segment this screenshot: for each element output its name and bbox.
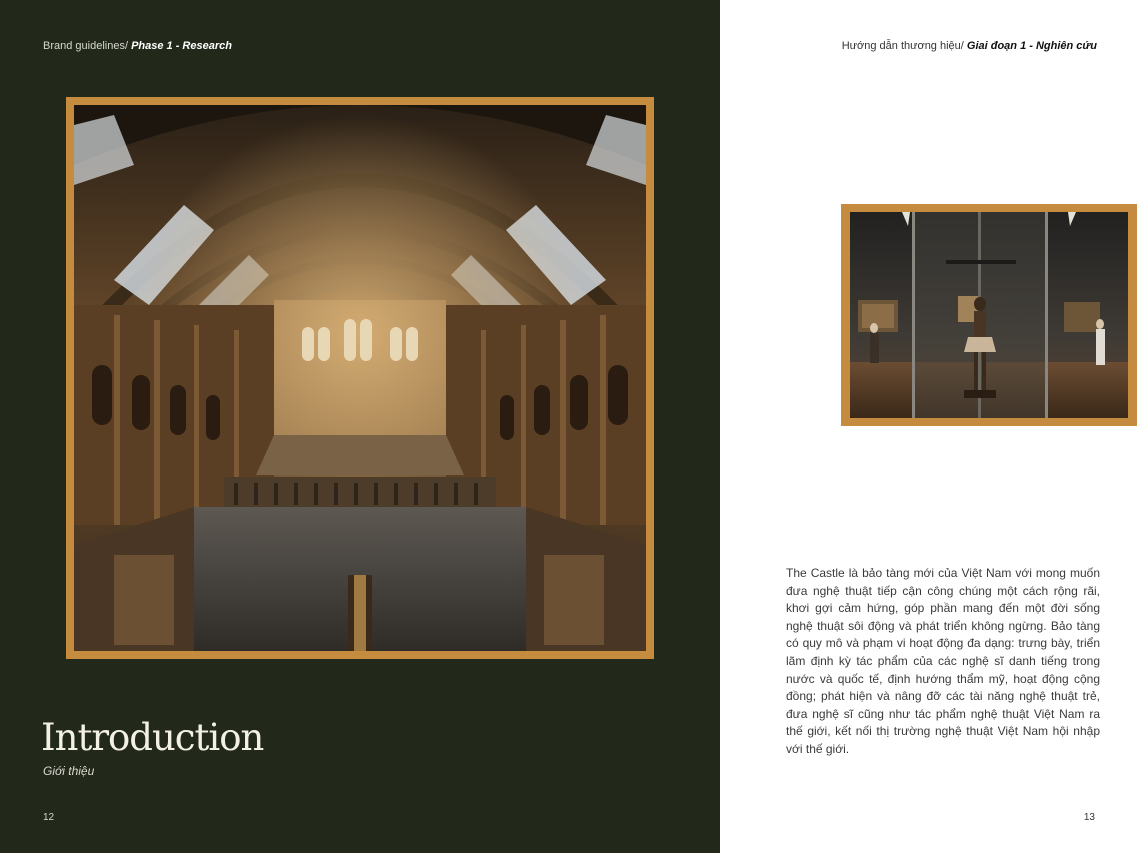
museum-hall-photo <box>74 105 646 651</box>
page-title: Introduction <box>41 716 264 759</box>
museum-hall-photo-frame <box>66 97 654 659</box>
breadcrumb-section: Brand guidelines/ <box>43 40 129 52</box>
breadcrumb-current: Phase 1 - Research <box>131 40 232 52</box>
body-paragraph: The Castle là bảo tàng mới của Việt Nam với mong muốn đưa nghệ thuật tiếp cận công chúng một cách rộng rãi, khơi gợi cảm hứng, góp phần mang đến một đời sống nghệ thuật sôi động và phát triển không ngừng. Bảo tàng có quy mô và phạm vi hoạt động đa dạng: trưng bày, triển lãm định kỳ tác phẩm của các nghệ sĩ danh tiếng trong nước và quốc tế, định hướng thẩm mỹ, hoạt động cộng đồng; phát hiện và nâng đỡ các tài năng nghệ thuật trẻ, đưa nghệ sĩ cũng như tác phẩm nghệ thuật Việt Nam ra thế giới, kết nối thị trường nghệ thuật Việt Nam hội nhập với thế giới. <box>786 566 1100 756</box>
gallery-photo-frame <box>841 204 1137 426</box>
page-subtitle: Giới thiệu <box>43 764 95 778</box>
breadcrumb-right <box>842 40 1097 52</box>
gallery-photo <box>850 212 1128 418</box>
breadcrumb-current: Giai đoạn 1 - Nghiên cứu <box>966 40 1097 52</box>
page-number-left: 12 <box>43 812 55 823</box>
page-number-right: 13 <box>1083 812 1095 823</box>
breadcrumb-section: Hướng dẫn thương hiệu/ <box>841 40 964 52</box>
breadcrumb-left <box>43 40 232 52</box>
